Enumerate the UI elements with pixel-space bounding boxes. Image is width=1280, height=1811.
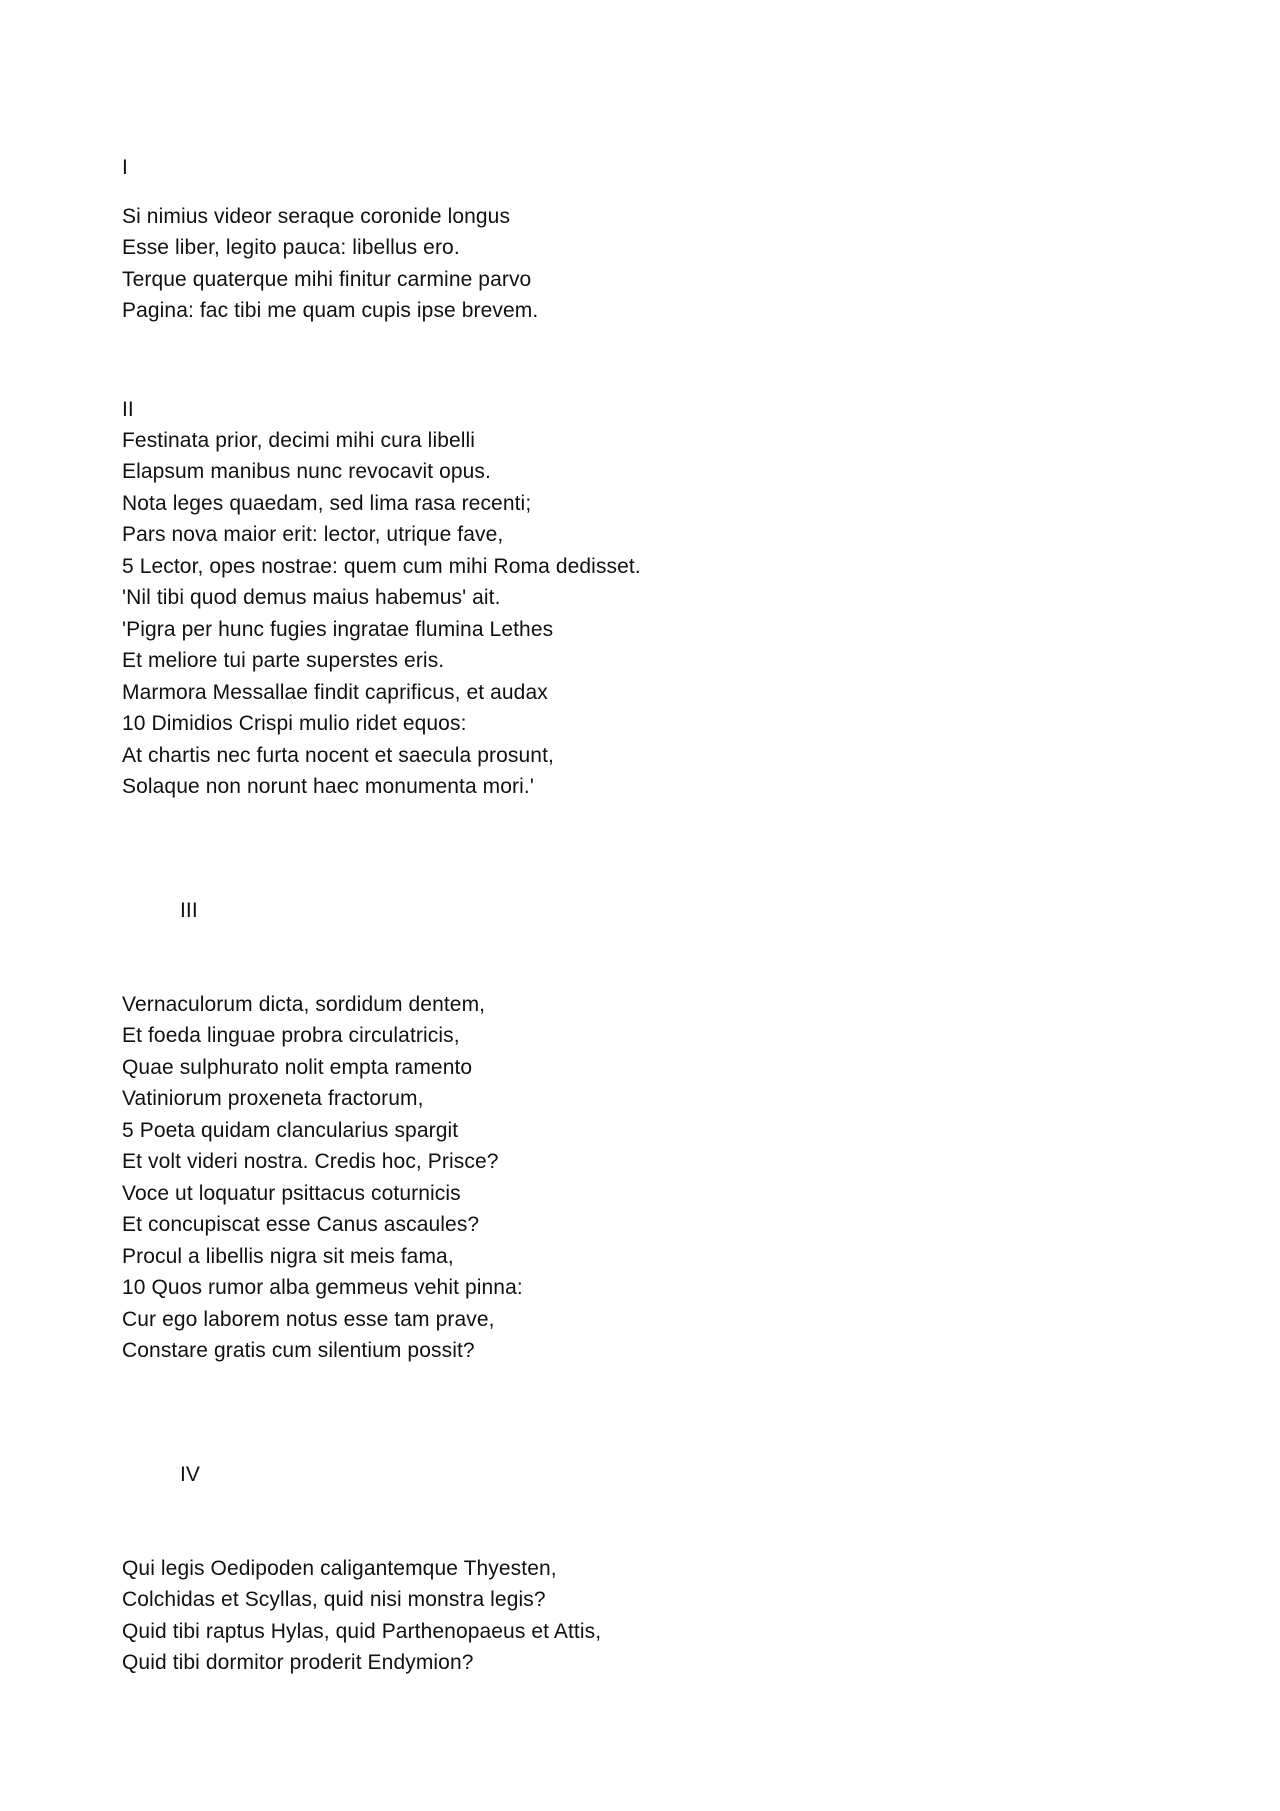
poem-line: Et foeda linguae probra circulatricis, (122, 1024, 460, 1047)
poem-line: Quid tibi dormitor proderit Endymion? (122, 1651, 474, 1674)
poem-line: Terque quaterque mihi finitur carmine parvo (122, 268, 532, 291)
poem-line: Et volt videri nostra. Credis hoc, Prisce? (122, 1150, 499, 1173)
section-heading-2: II (122, 398, 134, 421)
poem-line: 5 Lector, opes nostrae: quem cum mihi Roma dedisset. (122, 555, 641, 578)
poem-line: Vernaculorum dicta, sordidum dentem, (122, 993, 486, 1016)
poem-line: At chartis nec furta nocent et saecula prosunt, (122, 744, 554, 767)
poem-line: Vatiniorum proxeneta fractorum, (122, 1087, 424, 1110)
section-heading-3: III (180, 899, 198, 922)
poem-line: Qui legis Oedipoden caligantemque Thyesten, (122, 1557, 557, 1580)
poem-line: Si nimius videor seraque coronide longus (122, 205, 511, 228)
poem-line: 10 Quos rumor alba gemmeus vehit pinna: (122, 1276, 523, 1299)
poem-line: Procul a libellis nigra sit meis fama, (122, 1245, 454, 1268)
poem-line: Festinata prior, decimi mihi cura libelli (122, 429, 476, 452)
poem-line: Et concupiscat esse Canus ascaules? (122, 1213, 480, 1236)
poem-line: Et meliore tui parte superstes eris. (122, 649, 445, 672)
poem-line: 10 Dimidios Crispi mulio ridet equos: (122, 712, 467, 735)
poem-line: Pars nova maior erit: lector, utrique fave, (122, 523, 504, 546)
poem-line: Pagina: fac tibi me quam cupis ipse brevem. (122, 299, 539, 322)
poem-line: Voce ut loquatur psittacus coturnicis (122, 1182, 461, 1205)
poem-line: Quae sulphurato nolit empta ramento (122, 1056, 473, 1079)
poem-line: Solaque non norunt haec monumenta mori.' (122, 775, 534, 798)
poem-line: Nota leges quaedam, sed lima rasa recenti; (122, 492, 532, 515)
poem-line: 'Nil tibi quod demus maius habemus' ait. (122, 586, 501, 609)
poem-line: Constare gratis cum silentium possit? (122, 1339, 475, 1362)
poem-line: 5 Poeta quidam clancularius spargit (122, 1119, 459, 1142)
section-heading-1: I (122, 156, 128, 179)
poem-line: Quid tibi raptus Hylas, quid Parthenopaeus et Attis, (122, 1620, 602, 1643)
poem-line: Elapsum manibus nunc revocavit opus. (122, 460, 491, 483)
poem-line: 'Pigra per hunc fugies ingratae flumina Lethes (122, 618, 554, 641)
poem-line: Esse liber, legito pauca: libellus ero. (122, 236, 460, 259)
poem-line: Colchidas et Scyllas, quid nisi monstra legis? (122, 1588, 546, 1611)
poem-line: Cur ego laborem notus esse tam prave, (122, 1308, 495, 1331)
section-heading-4: IV (180, 1463, 201, 1486)
poem-line: Marmora Messallae findit caprificus, et audax (122, 681, 548, 704)
